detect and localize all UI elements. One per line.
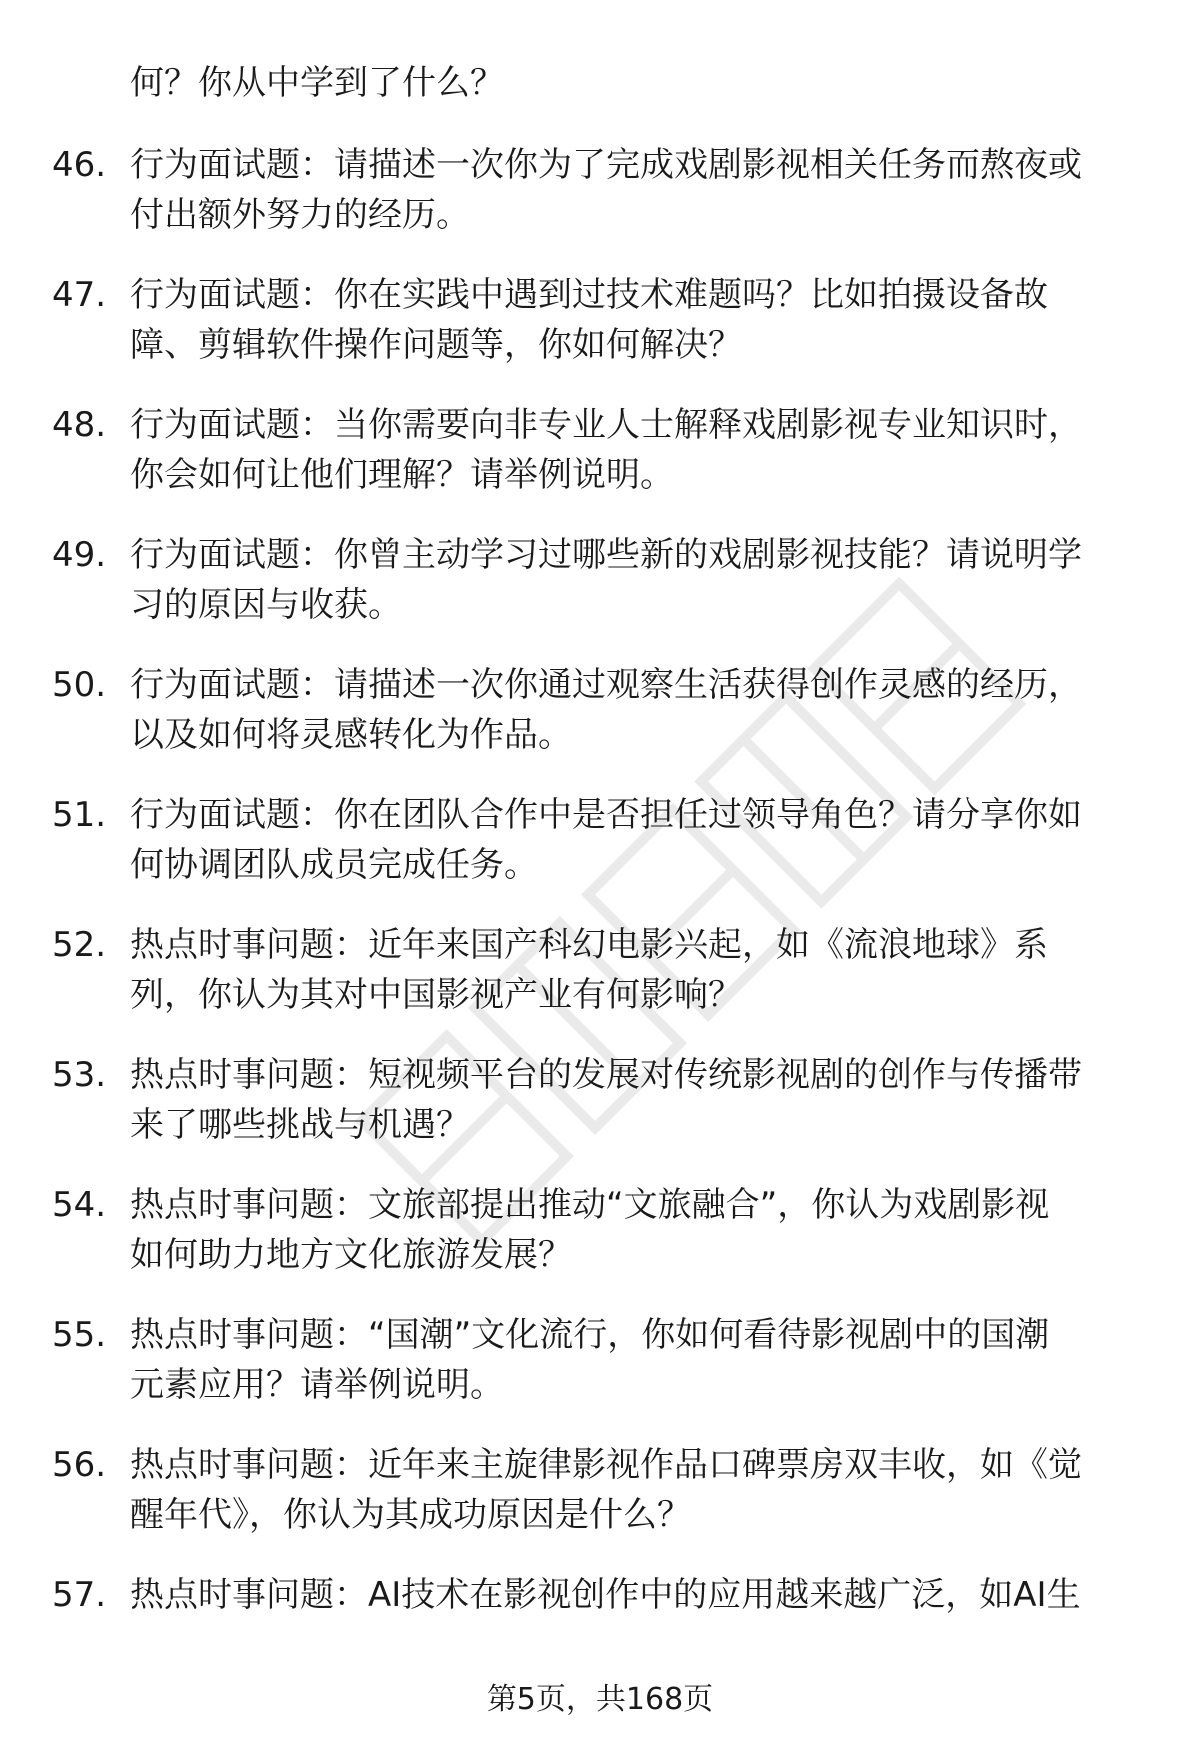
question-text — [130, 140, 1140, 240]
question-line: 醒年代》，你认为其成功原因是什么？ — [130, 1495, 691, 1535]
question-line: 来了哪些挑战与机遇？ — [130, 1105, 470, 1145]
question-number: 53. — [52, 1055, 107, 1095]
question-number: 51. — [52, 795, 107, 835]
question-number: 49. — [52, 535, 107, 575]
question-text — [130, 790, 1140, 890]
question-line: 列，你认为其对中国影视产业有何影响？ — [130, 975, 742, 1015]
question-line: 行为面试题：当你需要向非专业人士解释戏剧影视专业知识时， — [130, 405, 1082, 445]
question-item — [0, 790, 1200, 920]
question-line: 行为面试题：你曾主动学习过哪些新的戏剧影视技能？请说明学 — [130, 535, 1082, 575]
question-text — [130, 920, 1140, 1020]
question-item — [0, 1310, 1200, 1440]
question-item — [0, 400, 1200, 530]
question-item — [0, 1440, 1200, 1570]
question-line: 何协调团队成员完成任务。 — [130, 845, 538, 885]
question-text — [130, 1570, 1140, 1620]
question-line: 付出额外努力的经历。 — [130, 195, 470, 235]
page-number-footer: 第5页，共168页 — [486, 1682, 714, 1717]
question-text — [130, 270, 1140, 370]
question-text — [130, 1440, 1140, 1540]
question-line: 热点时事问题：近年来国产科幻电影兴起，如《流浪地球》系 — [130, 925, 1048, 965]
question-item — [0, 1050, 1200, 1180]
question-line: 以及如何将灵感转化为作品。 — [130, 715, 572, 755]
question-text — [130, 1310, 1140, 1410]
question-line: 行为面试题：你在团队合作中是否担任过领导角色？请分享你如 — [130, 795, 1082, 835]
question-line: 障、剪辑软件操作问题等，你如何解决？ — [130, 325, 742, 365]
question-line: 热点时事问题：文旅部提出推动“文旅融合”，你认为戏剧影视 — [130, 1185, 1050, 1225]
question-number: 54. — [52, 1185, 107, 1225]
question-text — [130, 660, 1140, 760]
question-text — [130, 1050, 1140, 1150]
question-list — [0, 140, 1200, 1700]
question-line: 热点时事问题：AI技术在影视创作中的应用越来越广泛，如AI生 — [130, 1575, 1081, 1615]
question-line: 如何助力地方文化旅游发展？ — [130, 1235, 572, 1275]
question-line: 热点时事问题：“国潮”文化流行，你如何看待影视剧中的国潮 — [130, 1315, 1050, 1355]
continued-question-line: 何？你从中学到了什么？ — [130, 63, 504, 103]
question-number: 47. — [52, 275, 107, 315]
question-item — [0, 1180, 1200, 1310]
question-item — [0, 660, 1200, 790]
question-number: 48. — [52, 405, 107, 445]
question-line: 你会如何让他们理解？请举例说明。 — [130, 455, 674, 495]
question-number: 56. — [52, 1445, 107, 1485]
question-line: 热点时事问题：短视频平台的发展对传统影视剧的创作与传播带 — [130, 1055, 1082, 1095]
question-text — [130, 400, 1140, 500]
question-line: 习的原因与收获。 — [130, 585, 402, 625]
question-number: 50. — [52, 665, 107, 705]
question-line: 热点时事问题：近年来主旋律影视作品口碑票房双丰收，如《觉 — [130, 1445, 1082, 1485]
question-line: 行为面试题：请描述一次你为了完成戏剧影视相关任务而熬夜或 — [130, 145, 1082, 185]
question-number: 52. — [52, 925, 107, 965]
question-text — [130, 1180, 1140, 1280]
question-item — [0, 270, 1200, 400]
question-text — [130, 530, 1140, 630]
question-item — [0, 920, 1200, 1050]
question-number: 46. — [52, 145, 107, 185]
question-item — [0, 530, 1200, 660]
question-item — [0, 140, 1200, 270]
question-number: 57. — [52, 1575, 107, 1615]
question-line: 行为面试题：你在实践中遇到过技术难题吗？比如拍摄设备故 — [130, 275, 1048, 315]
question-line: 元素应用？请举例说明。 — [130, 1365, 504, 1405]
question-line: 行为面试题：请描述一次你通过观察生活获得创作灵感的经历， — [130, 665, 1082, 705]
question-number: 55. — [52, 1315, 107, 1355]
